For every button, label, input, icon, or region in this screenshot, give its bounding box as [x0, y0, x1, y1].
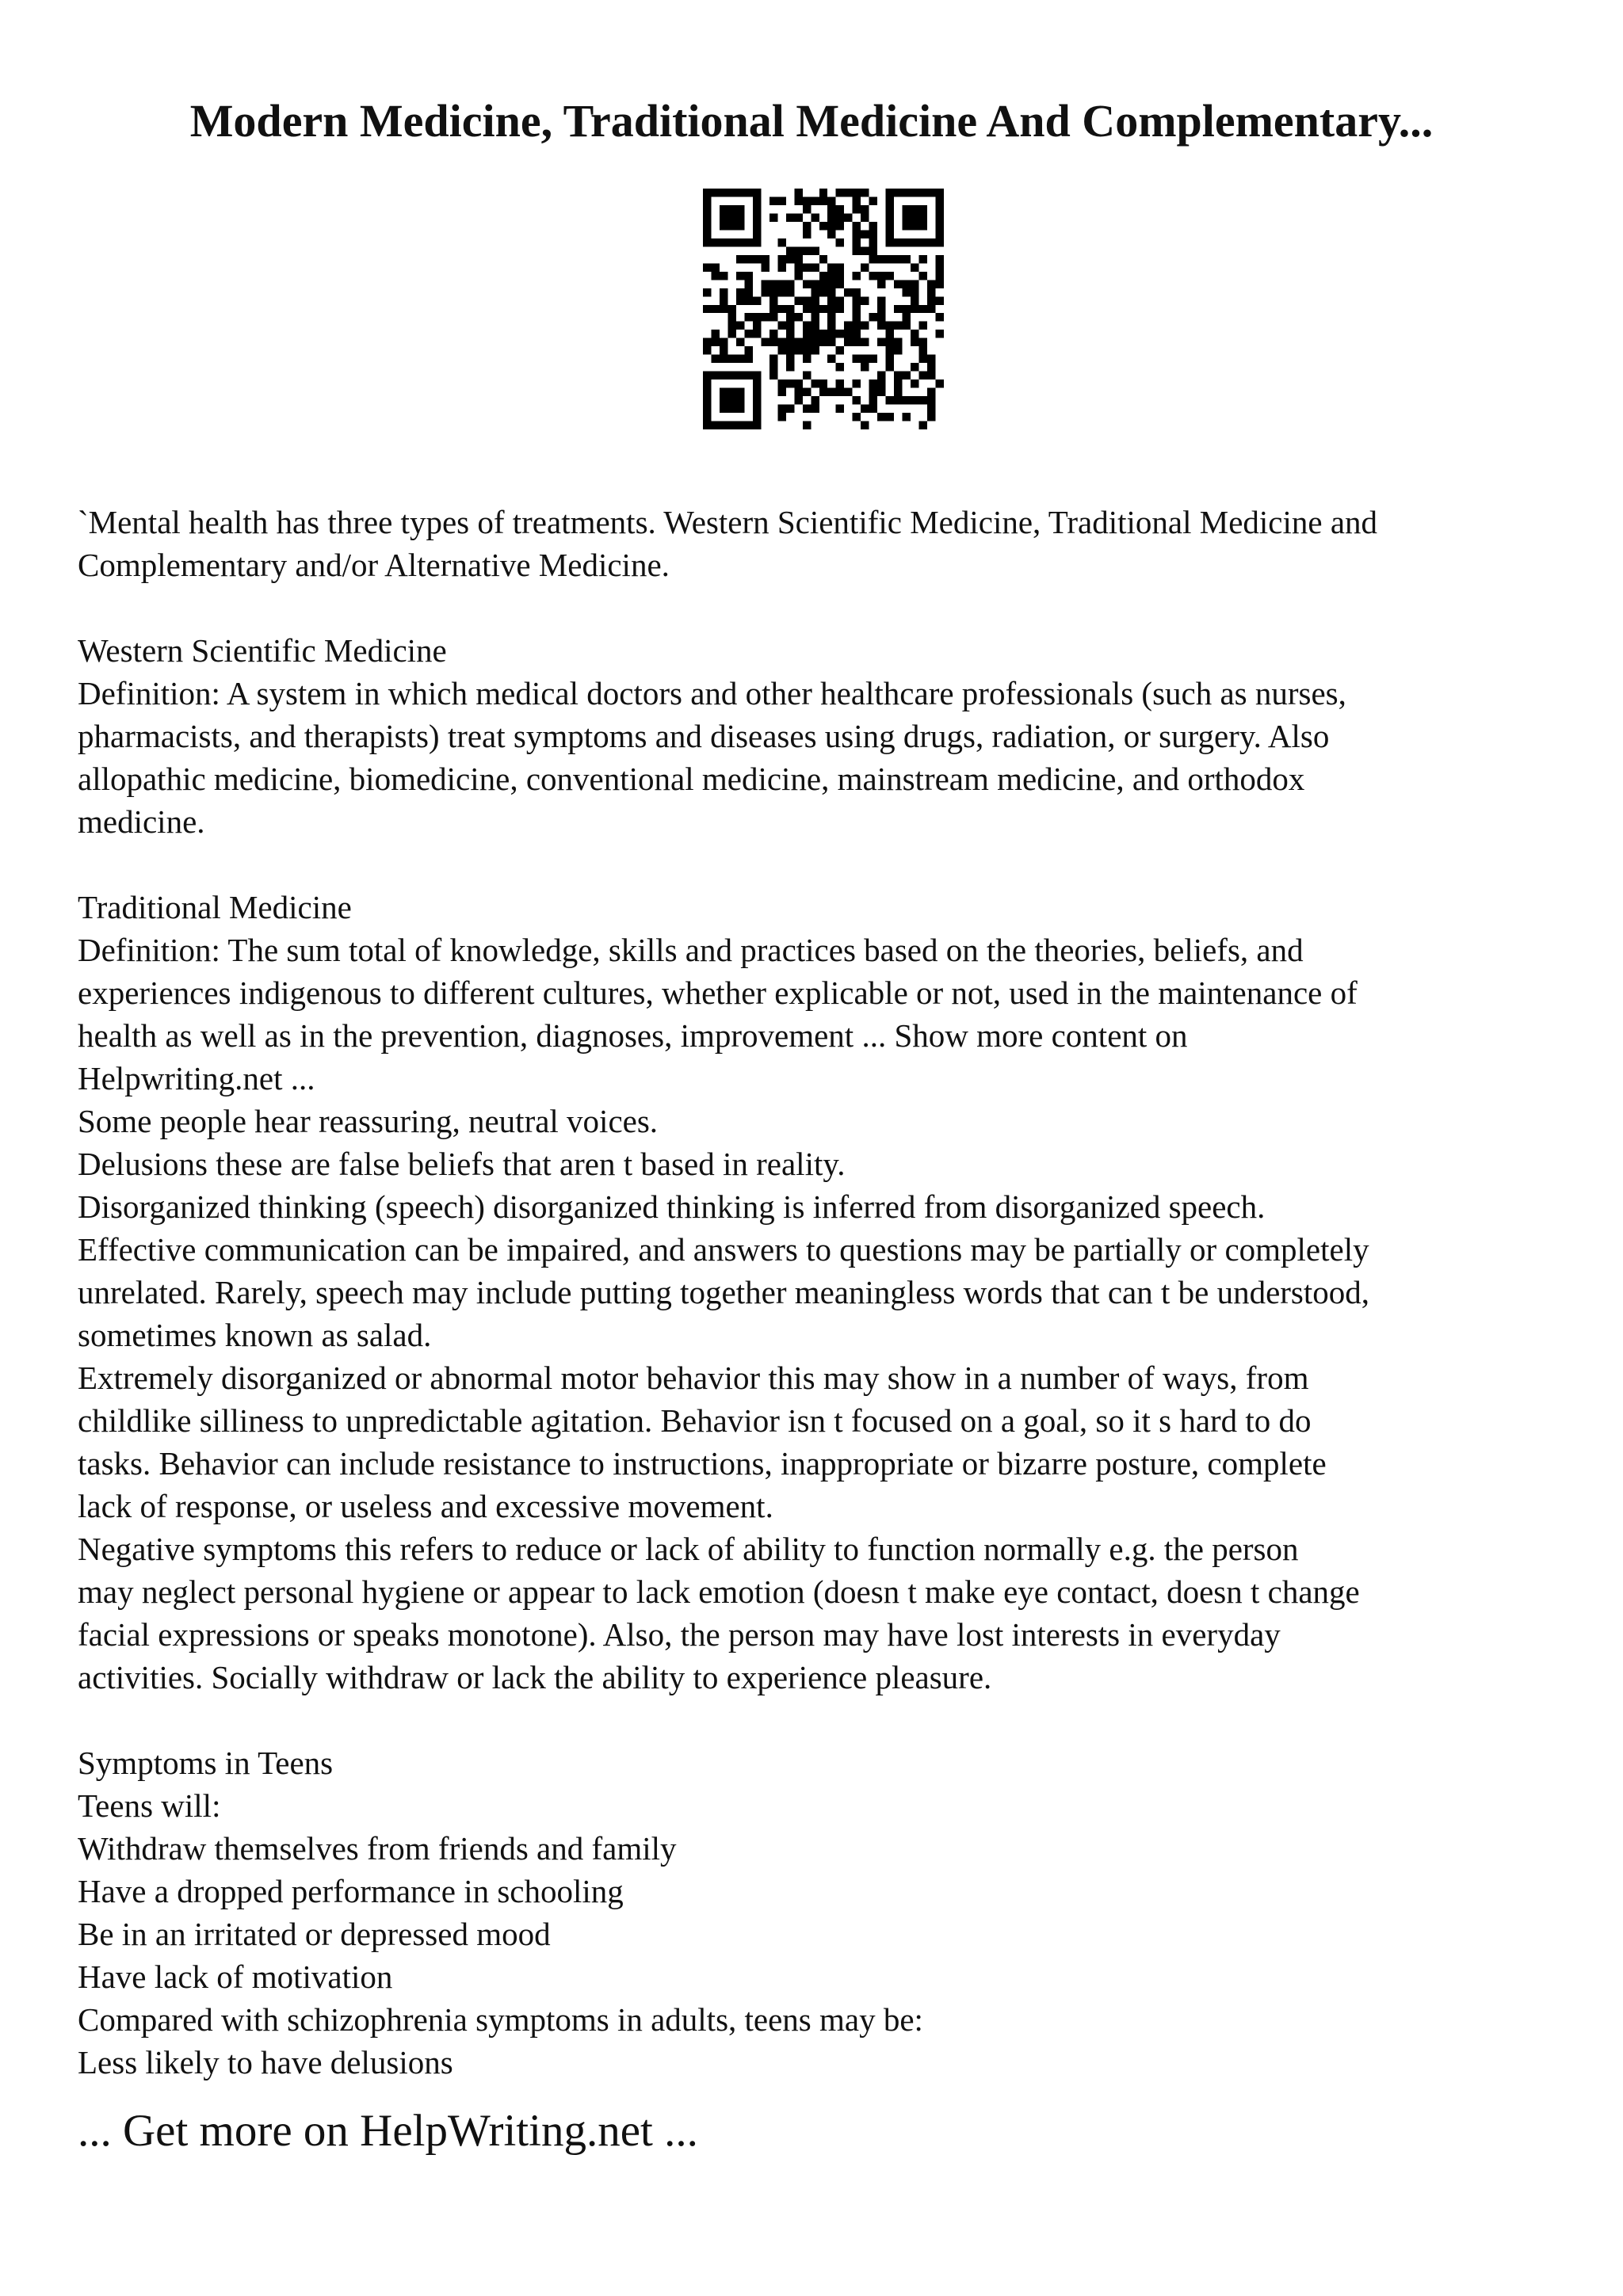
document-body	[78, 501, 1583, 2084]
intro-paragraph: `Mental health has three types of treatments. Western Scientific Medicine, Traditional Medicine and Complementary and/or Alternative Medicine.	[78, 504, 1378, 583]
document-title: Modern Medicine, Traditional Medicine And Complementary...	[189, 95, 1434, 147]
paragraph-spacer	[78, 1699, 1583, 1741]
western-medicine-section: Western Scientific Medicine Definition: A system in which medical doctors and other healthcare professionals (such as nurses, pharmacists, and therapists) treat symptoms and diseases using drugs, radiation, or surgery. Also allopathic medicine, biomedicine, conventional medicine, mainstream medicine, and orthodox medicine.	[78, 632, 1346, 840]
paragraph-spacer	[78, 586, 1583, 629]
traditional-medicine-section: Traditional Medicine Definition: The sum total of knowledge, skills and practices based on the theories, beliefs, and experiences indigenous to different cultures, whether explicable or not, used in the maintenance of health as well as in the prevention, diagnoses, improvement ... Show more content on Helpwriting.net ... Some people hear reassuring, neutral voices. Delusions these are false beliefs that aren t based in reality. Disorganized thinking (speech) disorganized thinking is inferred from disorganized speech. Effective communication can be impaired, and answers to questions may be partially or completely unrelated. Rarely, speech may include putting together meaningless words that can t be understood, sometimes known as salad. Extremely disorganized or abnormal motor behavior this may show in a number of ways, from childlike silliness to unpredictable agitation. Behavior isn t focused on a goal, so it s hard to do tasks. Behavior can include resistance to instructions, inappropriate or bizarre posture, complete lack of response, or useless and excessive movement. Negative symptoms this refers to reduce or lack of ability to function normally e.g. the person may neglect personal hygiene or appear to lack emotion (doesn t make eye contact, doesn t change facial expressions or speaks monotone). Also, the person may have lost interests in everyday activities. Socially withdraw or lack the ability to experience pleasure.	[78, 889, 1370, 1695]
qr-code-icon[interactable]	[703, 189, 944, 429]
qr-code-graphic	[703, 189, 944, 429]
teen-symptoms-section: Symptoms in Teens Teens will: Withdraw themselves from friends and family Have a dropped performance in schooling Be in an irritated or depressed mood Have lack of motivation Compared with schizophrenia symptoms in adults, teens may be: Less likely to have delusions	[78, 1745, 923, 2081]
get-more-link[interactable]: ... Get more on HelpWriting.net ...	[78, 2106, 698, 2156]
paragraph-spacer	[78, 843, 1583, 886]
